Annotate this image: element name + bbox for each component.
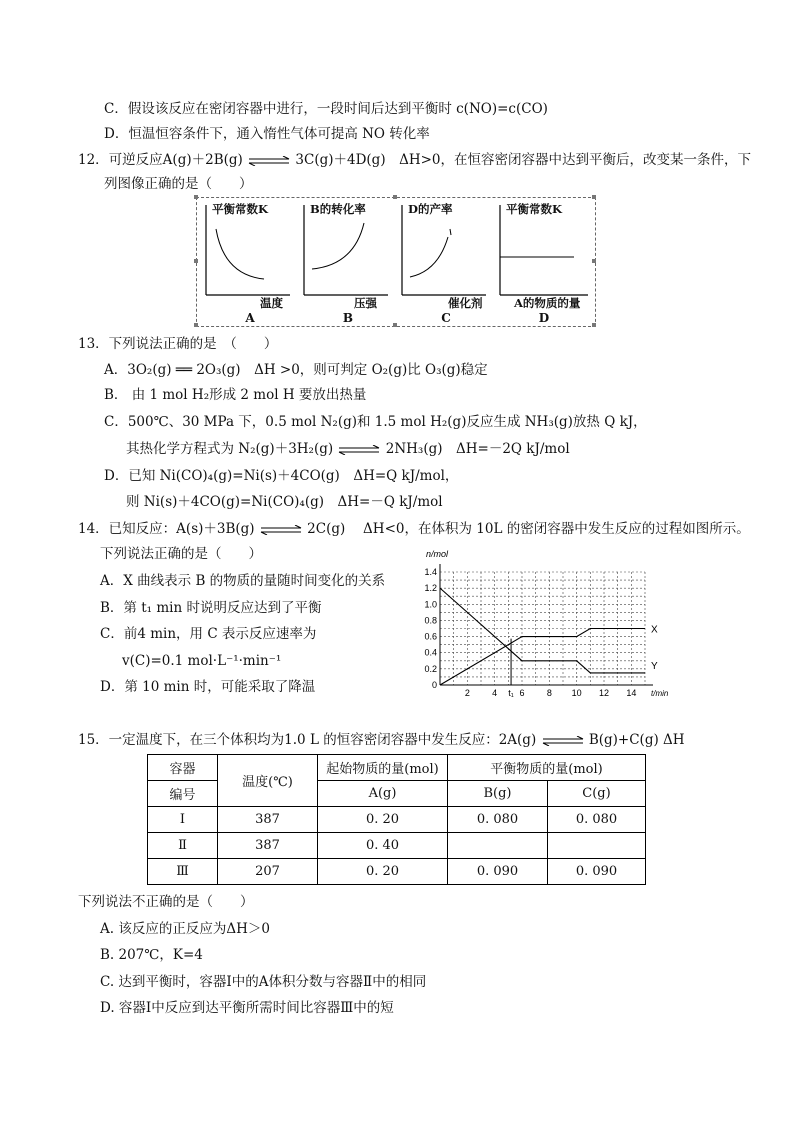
y-tick-labels — [424, 567, 437, 690]
cell-c: 0. 080 — [548, 807, 646, 833]
q13-c-products: 2NH₃(g) ΔH=－2Q kJ/mol — [385, 441, 570, 457]
header-container: 容器 — [148, 755, 218, 781]
q14-products: 2C(g) ΔH<0，在体积为 10L 的密闭容器中发生反应的过程如图所示。 — [307, 521, 750, 537]
q14-amount-time-chart — [420, 545, 690, 700]
q12-line2: 列图像正确的是（ ） — [104, 176, 253, 192]
q15-data-table — [147, 754, 646, 885]
header-b: B(g) — [448, 781, 548, 807]
q15-option-b: B. 207℃，K=4 — [100, 947, 203, 963]
q15-option-a: A. 该反应的正反应为ΔH＞0 — [100, 921, 270, 937]
y-tick-label: 1.2 — [424, 583, 437, 594]
header-equilibrium-amount: 平衡物质的量(mol) — [448, 755, 646, 781]
x-tick-labels — [465, 688, 637, 698]
panel-c-letter: C — [441, 311, 451, 325]
x-tick-label: 14 — [626, 688, 637, 698]
panel-b-plot — [298, 199, 398, 323]
q12-line1 — [78, 151, 751, 169]
q14-option-a: A．X 曲线表示 B 的物质的量随时间变化的关系 — [100, 573, 386, 589]
resize-handle — [194, 323, 198, 327]
resize-handle — [194, 195, 198, 199]
y-tick-label: 0 — [431, 680, 437, 690]
y-tick-label: 1.4 — [424, 567, 437, 577]
q13-option-a: A．3O₂(g) ══ 2O₃(g) ΔH >0，则可判定 O₂(g)比 O₃(g)稳定 — [104, 362, 488, 378]
panel-a-letter: A — [245, 311, 255, 325]
panel-c-xlabel: 催化剂 — [448, 296, 483, 310]
q14-option-b: B．第 t₁ min 时说明反应达到了平衡 — [100, 600, 322, 616]
q13-option-c-line1: C．500℃、30 MPa 下，0.5 mol N₂(g)和 1.5 mol H₂(g)反应生成 NH₃(g)放热 Q kJ， — [104, 414, 647, 430]
cell-id: Ⅱ — [148, 833, 218, 859]
y-tick-label: 0.4 — [424, 647, 437, 658]
q12-number: 12． — [78, 152, 109, 168]
q14-option-c-line1: C．前4 min，用 C 表示反应速率为 — [100, 626, 317, 642]
q14-reactants: 14．已知反应：A(s)＋3B(g) — [78, 521, 255, 537]
panel-d-xlabel: A的物质的量 — [514, 296, 581, 310]
series-y-label: Y — [651, 660, 658, 672]
q13-option-d-line2: 则 Ni(s)＋4CO(g)=Ni(CO)₄(g) ΔH=－Q kJ/mol — [126, 494, 443, 510]
panel-b — [298, 199, 398, 323]
cell-id: Ⅰ — [148, 807, 218, 833]
q15-option-d: D. 容器Ⅰ中反应到达平衡所需时间比容器Ⅲ中的短 — [100, 1000, 394, 1016]
header-number: 编号 — [148, 781, 218, 807]
cell-a: 0. 20 — [318, 807, 448, 833]
equilibrium-arrow-icon — [259, 525, 303, 535]
y-axis-label: n/mol — [426, 549, 449, 559]
equilibrium-arrow-icon — [541, 736, 585, 746]
header-start-amount: 起始物质的量(mol) — [318, 755, 448, 781]
header-a: A(g) — [318, 781, 448, 807]
x-tick-label: 8 — [546, 688, 552, 698]
q13-stem: 13．下列说法正确的是 （ ） — [78, 336, 278, 352]
panel-b-title: B的转化率 — [310, 202, 366, 216]
cell-a: 0. 20 — [318, 859, 448, 885]
q13-option-d-line1: D．已知 Ni(CO)₄(g)=Ni(s)＋4CO(g) ΔH=Q kJ/mol， — [104, 468, 459, 484]
cell-temp: 387 — [218, 807, 318, 833]
x-tick-label: 6 — [519, 688, 525, 698]
x-axis-label: t/min — [651, 689, 669, 698]
panel-a-title: 平衡常数K — [212, 202, 268, 216]
q14-stem: 下列说法正确的是（ ） — [100, 546, 262, 562]
x-tick-label: 2 — [464, 688, 470, 698]
table-row — [148, 807, 646, 833]
equilibrium-arrow-icon — [337, 445, 381, 455]
panel-d — [494, 199, 594, 323]
q15-products: B(g)+C(g) ΔH — [588, 732, 685, 748]
cell-b — [448, 833, 548, 859]
x-tick-label: t₁ — [508, 688, 514, 698]
table-row — [148, 859, 646, 885]
cell-b: 0. 080 — [448, 807, 548, 833]
x-tick-label: 12 — [598, 688, 610, 698]
cell-c — [548, 833, 646, 859]
series-y-line — [440, 588, 645, 673]
q12-figure-group — [196, 197, 596, 327]
series-x-label: X — [651, 624, 658, 636]
table-row — [148, 833, 646, 859]
q14-line1 — [78, 520, 750, 538]
q11-option-c: C．假设该反应在密闭容器中进行，一段时间后达到平衡时 c(NO)=c(CO) — [104, 101, 548, 117]
panel-b-xlabel: 压强 — [354, 296, 377, 310]
y-tick-label: 0.6 — [424, 631, 437, 642]
panel-b-letter: B — [342, 311, 354, 325]
panel-d-letter: D — [538, 311, 550, 325]
cell-temp: 207 — [218, 859, 318, 885]
q14-option-c-line2: v(C)=0.1 mol·L⁻¹·min⁻¹ — [122, 653, 282, 669]
cell-c: 0. 090 — [548, 859, 646, 885]
panel-d-title: 平衡常数K — [506, 202, 562, 216]
cell-temp: 387 — [218, 833, 318, 859]
q13-option-b: B． 由 1 mol H₂形成 2 mol H 要放出热量 — [104, 387, 367, 403]
panel-a-plot — [200, 199, 300, 323]
cell-id: Ⅲ — [148, 859, 218, 885]
q12-reactants: 可逆反应A(g)＋2B(g) — [108, 152, 243, 168]
y-tick-label: 0.2 — [424, 663, 437, 674]
q13-option-c-line2 — [126, 440, 570, 458]
panel-a-xlabel: 温度 — [260, 296, 283, 310]
q15-option-c: C. 达到平衡时，容器Ⅰ中的A体积分数与容器Ⅱ中的相同 — [100, 974, 427, 990]
cell-b: 0. 090 — [448, 859, 548, 885]
resize-handle — [194, 259, 198, 263]
q13-c-reactants: 其热化学方程式为 N₂(g)＋3H₂(g) — [126, 441, 334, 457]
y-tick-label: 0.8 — [424, 615, 437, 626]
q15-question: 下列说法不正确的是（ ） — [78, 894, 254, 910]
panel-c — [396, 199, 496, 323]
q11-option-d: D．恒温恒容条件下，通入惰性气体可提高 NO 转化率 — [104, 126, 430, 142]
q15-stem-text: 15．一定温度下，在三个体积均为1.0 L 的恒容密闭容器中发生反应：2A(g) — [78, 732, 537, 748]
panel-a — [200, 199, 300, 323]
y-tick-label: 1.0 — [424, 599, 437, 610]
q12-products: 3C(g)＋4D(g) ΔH>0，在恒容密闭容器中达到平衡后，改变某一条件，下 — [295, 152, 752, 168]
x-tick-label: 4 — [492, 688, 498, 698]
panel-c-title: D的产率 — [408, 202, 453, 216]
series-x-line — [440, 629, 645, 686]
header-c: C(g) — [548, 781, 646, 807]
header-temperature: 温度(℃) — [218, 755, 318, 807]
equilibrium-arrow-icon — [247, 156, 291, 166]
x-tick-label: 10 — [571, 688, 582, 698]
q15-stem — [78, 731, 685, 749]
q14-option-d: D．第 10 min 时，可能采取了降温 — [100, 679, 316, 695]
cell-a: 0. 40 — [318, 833, 448, 859]
